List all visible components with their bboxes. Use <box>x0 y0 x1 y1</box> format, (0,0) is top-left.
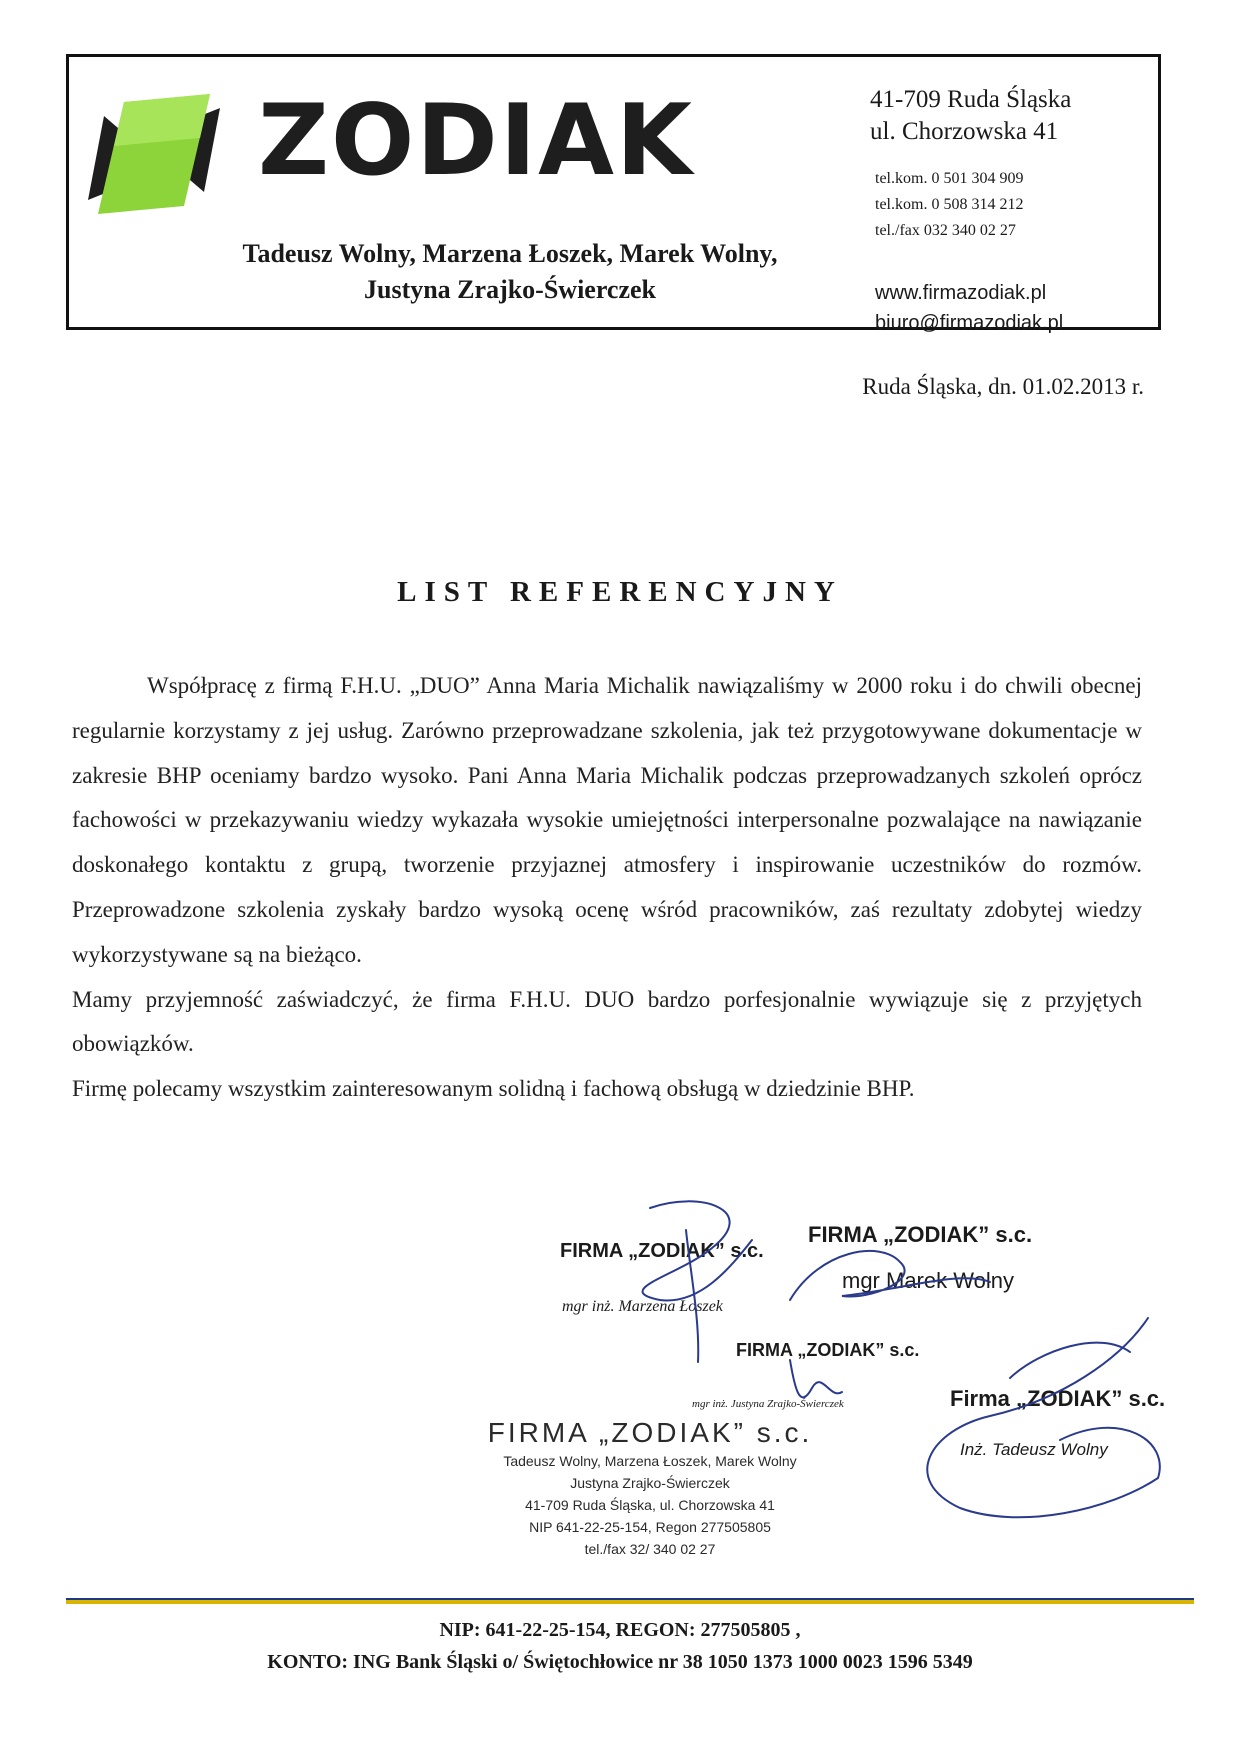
footer <box>0 1614 1240 1678</box>
footer-tax-ids: NIP: 641-22-25-154, REGON: 277505805 , <box>439 1619 801 1641</box>
footer-bank-account: KONTO: ING Bank Śląski o/ Świętochłowice nr 38 1050 1373 1000 0023 1596 5349 <box>267 1651 973 1673</box>
document-title: LIST REFERENCYJNY <box>397 576 843 608</box>
company-stamp-line: 41-709 Ruda Śląska, ul. Chorzowska 41 <box>525 1497 775 1513</box>
signature-zrajko <box>790 1360 842 1397</box>
owners-line: Tadeusz Wolny, Marzena Łoszek, Marek Wolny, <box>242 239 778 268</box>
letter-body <box>72 664 1142 1112</box>
stamp-name: Inż. Tadeusz Wolny <box>960 1440 1108 1459</box>
stamp-title: FIRMA „ZODIAK” s.c. <box>560 1240 764 1262</box>
stamp-name: mgr Marek Wolny <box>842 1268 1014 1293</box>
company-stamp-title: FIRMA „ZODIAK” s.c. <box>487 1417 813 1448</box>
phone-number: tel.kom. 0 508 314 212 <box>875 196 1024 213</box>
email-link[interactable]: biuro@firmazodiak.pl <box>875 312 1064 334</box>
letter-date: Ruda Śląska, dn. 01.02.2013 r. <box>862 374 1144 399</box>
website-link[interactable]: www.firmazodiak.pl <box>875 282 1047 304</box>
signature-loszek <box>643 1201 752 1362</box>
signature-t-wolny <box>927 1318 1159 1517</box>
body-paragraph: Mamy przyjemność zaświadczyć, że firma F.H.U. DUO bardzo porfesjonalnie wywiązuje się z przyjętych obowiązków. <box>72 986 1142 1057</box>
owners-line: Justyna Zrajko-Świerczek <box>363 275 656 304</box>
company-stamp <box>470 1416 830 1560</box>
address-line: 41-709 Ruda Śląska <box>870 86 1072 113</box>
company-stamp-line: Tadeusz Wolny, Marzena Łoszek, Marek Wolny <box>503 1453 797 1469</box>
company-address <box>870 84 1071 148</box>
fax-number: tel./fax 032 340 02 27 <box>875 222 1016 239</box>
zodiak-logo-icon <box>84 88 224 220</box>
footer-divider <box>66 1598 1194 1604</box>
company-stamp-line: NIP 641-22-25-154, Regon 277505805 <box>529 1519 771 1535</box>
company-phones <box>875 166 1023 244</box>
stamp-name: mgr inż. Marzena Łoszek <box>562 1298 723 1315</box>
body-paragraph: Firmę polecamy wszystkim zainteresowanym solidną i fachową obsługą w dziedzinie BHP. <box>72 1076 915 1102</box>
stamp-title: Firma „ZODIAK” s.c. <box>950 1386 1166 1411</box>
company-stamp-line: tel./fax 32/ 340 02 27 <box>584 1541 716 1557</box>
company-owners <box>170 236 850 308</box>
stamp-title: FIRMA „ZODIAK” s.c. <box>736 1340 920 1360</box>
stamp-title: FIRMA „ZODIAK” s.c. <box>808 1222 1033 1247</box>
body-paragraph: Współpracę z firmą F.H.U. „DUO” Anna Maria Michalik nawiązaliśmy w 2000 roku i do chwili obecnej regularnie korzystamy z jej usług. Zarówno przeprowadzane szkolenia, jak też przygotowywane dokumentacje w zakresie BHP oceniamy bardzo wysoko. Pani Anna Maria Michalik podczas przeprowadzanych szkoleń oprócz fachowości w przekazywaniu wiedzy wykazała wysokie umiejętności interpersonalne pozwalające na nawiązanie doskonałego kontaktu z grupą, tworzenie przyjaznej atmosfery i inspirowanie uczestników do rozmów. Przeprowadzone szkolenia zyskały bardzo wysoką ocenę wśród pracowników, zaś rezultaty zdobytej wiedzy wykorzystywane są na bieżąco. <box>72 673 1142 967</box>
stamp-name: mgr inż. Justyna Zrajko-Świerczek <box>692 1398 844 1410</box>
address-line: ul. Chorzowska 41 <box>870 118 1059 145</box>
phone-number: tel.kom. 0 501 304 909 <box>875 170 1024 187</box>
company-logo-text: ZODIAK <box>258 84 694 198</box>
company-stamp-line: Justyna Zrajko-Świerczek <box>570 1475 730 1491</box>
company-web <box>875 278 1063 338</box>
